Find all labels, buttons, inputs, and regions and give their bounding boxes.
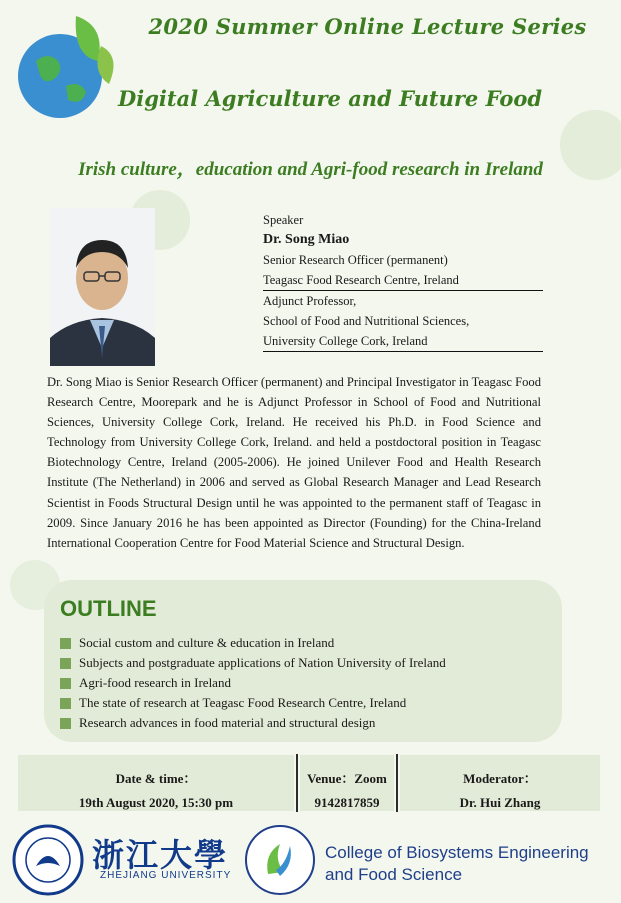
moderator-value: Dr. Hui Zhang xyxy=(459,795,541,810)
zju-chinese-name: 浙江大學 xyxy=(92,837,229,873)
square-bullet-icon xyxy=(60,638,71,649)
college-seal-logo xyxy=(244,824,316,896)
outline-item: Subjects and postgraduate applications of Nation University of Ireland xyxy=(60,653,446,673)
outline-list xyxy=(60,633,446,733)
outline-title: OUTLINE xyxy=(60,596,157,621)
moderator-label: Moderator： xyxy=(463,771,537,786)
theme-title: Digital Agriculture and Future Food xyxy=(118,86,543,111)
outline-item: The state of research at Teagasc Food Research Centre, Ireland xyxy=(60,693,446,713)
venue-value: 9142817859 xyxy=(314,795,380,810)
zju-seal-logo xyxy=(12,824,84,896)
date-time-cell xyxy=(18,755,294,811)
square-bullet-icon xyxy=(60,718,71,729)
speaker-org-2b: University College Cork, Ireland xyxy=(263,331,543,352)
square-bullet-icon xyxy=(60,678,71,689)
college-name: College of Biosystems Engineering and Food Science xyxy=(325,843,589,884)
square-bullet-icon xyxy=(60,698,71,709)
date-value: 19th August 2020, 15:30 pm xyxy=(78,795,234,810)
divider xyxy=(396,754,398,812)
speaker-title-2: Adjunct Professor, xyxy=(263,294,357,308)
speaker-name: Dr. Song Miao xyxy=(263,232,350,247)
zju-english-name: ZHEJIANG UNIVERSITY xyxy=(100,870,232,881)
speaker-details xyxy=(263,210,543,352)
speaker-bio: Dr. Song Miao is Senior Research Officer (permanent) and Principal Investigator in Teagasc Food Research Centre, Moorepark and he is Adjunct Professor in School of Food and Nutritional Sciences, University College Cork, Ireland. He received his Ph.D. in Food Science and Technology from University College Cork, Ireland. and held a postdoctoral position in Teagasc Biotechnology Centre, Ireland (2005-2006). He joined Unilever Food and Health Research Institute (The Netherland) in 2006 and served as Global Research Manager and Lead Research Scientist in Foods Structural Design until he was appointed to the permanent staff of Teagasc in 2009. Since January 2016 he has been appointed as Director (Founding) for the China-Ireland International Cooperation Centre for Food Material Science and Structural Design. xyxy=(47,375,541,550)
speaker-photo xyxy=(50,208,155,366)
venue-label: Venue：Zoom xyxy=(307,771,387,786)
square-bullet-icon xyxy=(60,658,71,669)
lecture-title: Irish culture，education and Agri-food research in Ireland xyxy=(78,159,543,180)
outline-item: Research advances in food material and structural design xyxy=(60,713,446,733)
moderator-cell xyxy=(400,755,600,811)
speaker-title-1: Senior Research Officer (permanent) xyxy=(263,253,448,267)
venue-cell xyxy=(300,755,394,811)
globe-leaf-logo xyxy=(6,6,126,126)
outline-item: Social custom and culture & education in Ireland xyxy=(60,633,446,653)
speaker-label: Speaker xyxy=(263,213,304,227)
date-label: Date & time： xyxy=(115,771,197,786)
speaker-org-2a: School of Food and Nutritional Sciences, xyxy=(263,314,470,328)
outline-item: Agri-food research in Ireland xyxy=(60,673,446,693)
speaker-org-1: Teagasc Food Research Centre, Ireland xyxy=(263,270,543,291)
divider xyxy=(296,754,298,812)
series-title: 2020 Summer Online Lecture Series xyxy=(148,14,587,39)
